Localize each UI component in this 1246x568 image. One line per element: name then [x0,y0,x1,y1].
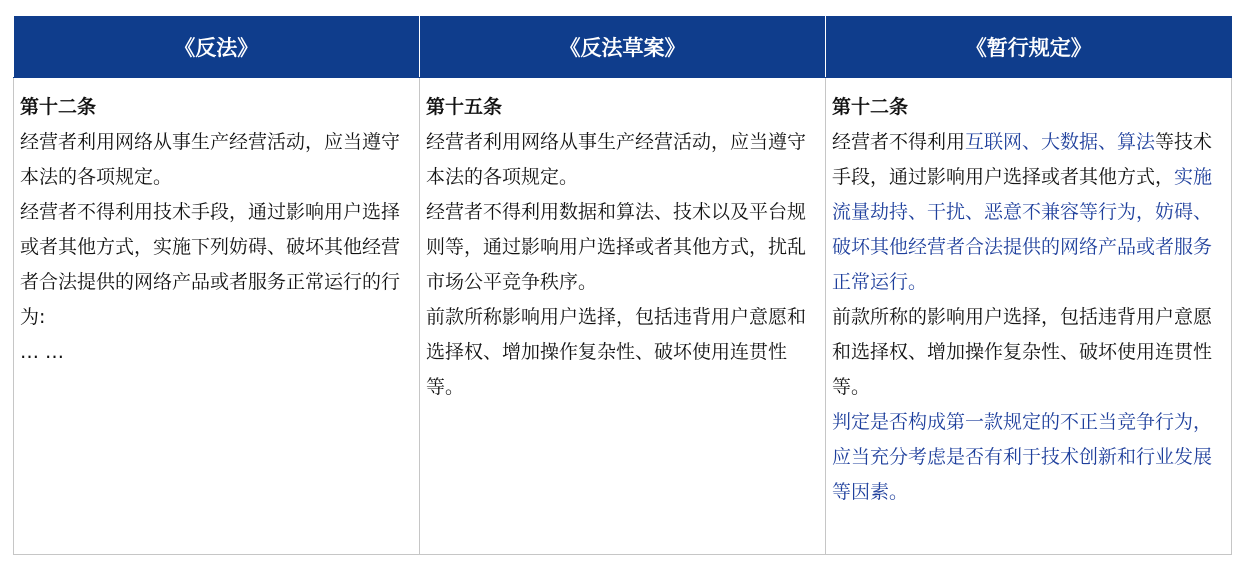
highlighted-paragraph: 判定是否构成第一款规定的不正当竞争行为，应当充分考虑是否有利于技术创新和行业发展等因素。 [832,411,1213,503]
provisions-column [826,78,1232,555]
header-anti-unfair-competition-law: 《反法》 [14,16,420,78]
header-row [14,16,1232,78]
text-segment: 等技术手段，通过影响用户选择或者其他方式， [832,131,1213,188]
paragraph: 前款所称影响用户选择，包括违背用户意愿和选择权、增加操作复杂性、破坏使用连贯性等。 [426,306,807,398]
law-column [14,78,420,555]
comparison-table [13,16,1232,555]
header-interim-provisions: 《暂行规定》 [826,16,1232,78]
draft-column [420,78,826,555]
text-segment: 经营者不得利用 [832,131,966,153]
ellipsis: … … [20,341,65,363]
highlighted-text: 实施流量劫持、干扰、恶意不兼容等行为，妨碍、破坏其他经营者合法提供的网络产品或者服务正常运行。 [832,166,1213,293]
paragraph: 前款所称的影响用户选择，包括违背用户意愿和选择权、增加操作复杂性、破坏使用连贯性等。 [832,306,1213,398]
paragraph: 经营者利用网络从事生产经营活动，应当遵守本法的各项规定。 [20,131,401,188]
paragraph: 经营者不得利用技术手段，通过影响用户选择或者其他方式，实施下列妨碍、破坏其他经营者合法提供的网络产品或者服务正常运行的行为: [20,201,401,328]
header-draft-amendment: 《反法草案》 [420,16,826,78]
highlighted-text: 互联网、大数据、算法 [965,131,1156,153]
content-row [14,78,1232,555]
paragraph: 经营者不得利用数据和算法、技术以及平台规则等，通过影响用户选择或者其他方式，扰乱市场公平竞争秩序。 [426,201,807,293]
paragraph: 经营者利用网络从事生产经营活动，应当遵守本法的各项规定。 [426,131,807,188]
article-number: 第十二条 [20,96,97,118]
article-number: 第十五条 [426,96,503,118]
article-number: 第十二条 [832,96,909,118]
paragraph [832,125,1225,300]
